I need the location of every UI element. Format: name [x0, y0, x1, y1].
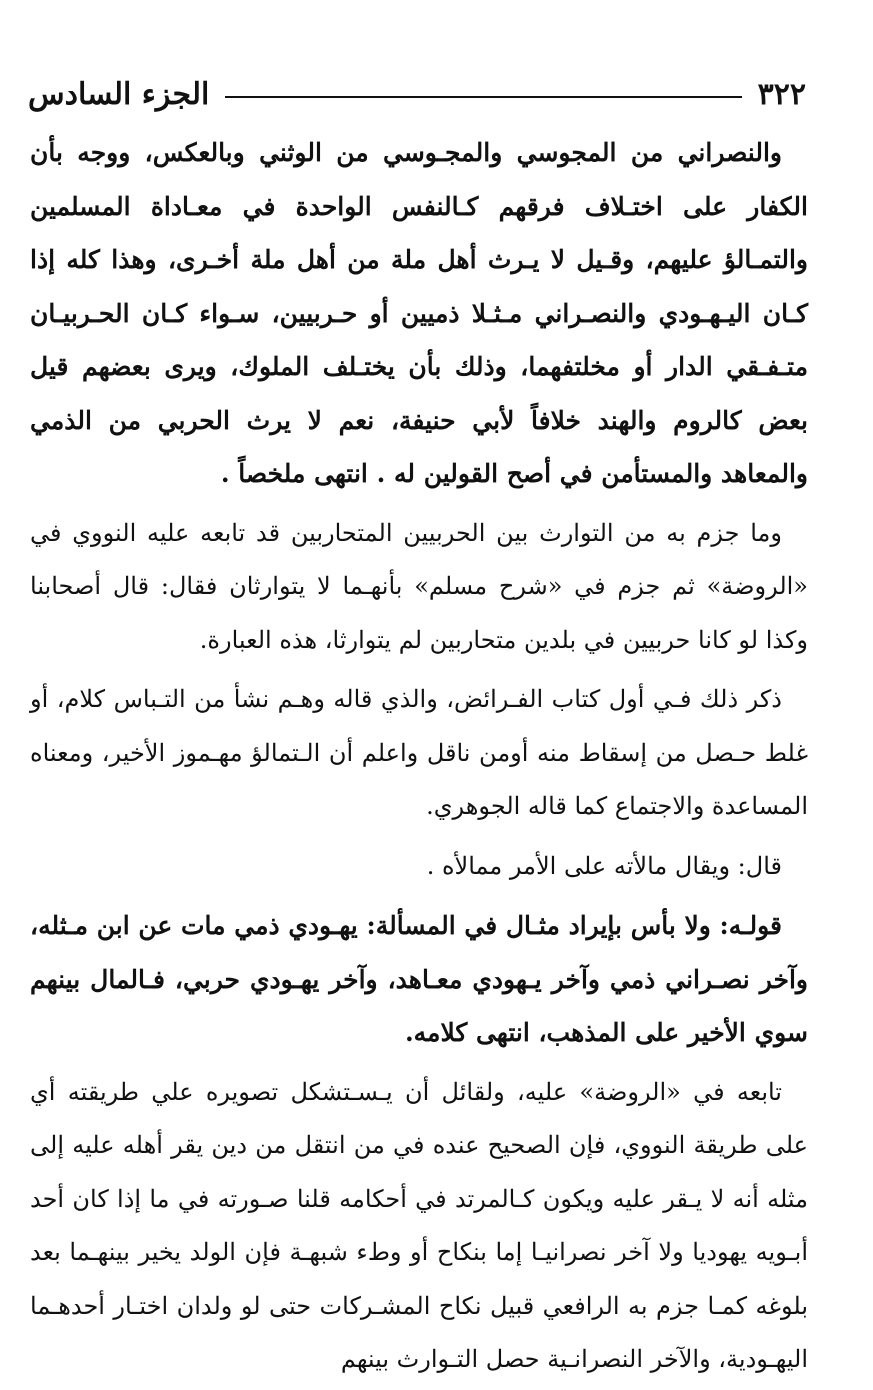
page-number: ٣٢٢ [757, 76, 806, 112]
page-header [28, 72, 806, 116]
paragraph-2: وما جزم به من التوارث بين الحربيين المتحاربين قد تابعه عليه النووي في «الروضة» ثم جزم في «شرح مسلم» بأنهـما لا يتوارثان فقال: قال أصحابنا وكذا لو كانا حربيين في بلدين متحاربين لم يتوارثا، هذه العبارة. [30, 518, 808, 654]
paragraph-6: تابعه في «الروضة» عليه، ولقائل أن يـسـتشكل تصويره علي طريقته أي على طريقة النووي، فإن الصحيح عنده في من انتقل من دين يقر أهله عليه إلى مثله أنه لا يـقر عليه ويكون كـالمرتد في أحكامه قلنا صـورته في ما إذا كان أحد أبـويه يهوديا ولا آخر نصرانيـا إما بنكاح أو وطء شبهـة فإن الولد يخير بينهـما بعد بلوغه كمـا جزم به الرافعي قبيل نكاح المشـركات حتى لو ولدان اختـار أحدهـما اليهـودية، والآخر النصرانـية حصل التـوارث بينهم [30, 1077, 808, 1373]
paragraph-3: ذكر ذلك فـي أول كتاب الفـرائض، والذي قاله وهـم نشأ من التـباس كلام، أو غلط حـصل من إسقاط منه أومن ناقل واعلم أن الـتمالؤ مهـموز الأخير، ومعناه المساعدة والاجتماع كما قاله الجوهري. [30, 685, 808, 820]
paragraph-1: والنصراني من المجوسي والمجـوسي من الوثني وبالعكس، ووجه بأن الكفار على اختـلاف فرقهم كـالنفس الواحدة في معـاداة المسلمين والتمـالؤ عليهم، وقـيل لا يـرث أهل ملة من أهل ملة أخـرى، وهذا كله إذا كـان اليـهـودي والنصـراني مـثـلا ذميين أو حـربيين، سـواء كـان الحـربيـان متـفـقي الدار أو مخلتفهما، وذلك بأن يختـلف الملوك، ويرى بعضهم قيل بعض كالروم والهند خلافاً لأبي حنيفة، نعم لا يرث الحربي من الذمي والمعاهد والمستأمن في أصح القولين له . انتهى ملخصاً . [30, 138, 808, 488]
paragraph-4: قال: ويقال مالأته على الأمر ممالأه . [426, 851, 782, 880]
running-title: الجزء السادس [28, 76, 210, 112]
body-text [30, 126, 808, 1387]
header-rule [225, 96, 741, 98]
paragraph-5: قولـه: ولا بأس بإيراد مثـال في المسألة: يهـودي ذمي مات عن ابن مـثله، وآخر نصـراني ذمي وآخر يـهودي معـاهد، وآخر يهـودي حربي، فـالمال بينهم سوي الأخير على المذهب، انتهى كلامه. [30, 911, 808, 1047]
